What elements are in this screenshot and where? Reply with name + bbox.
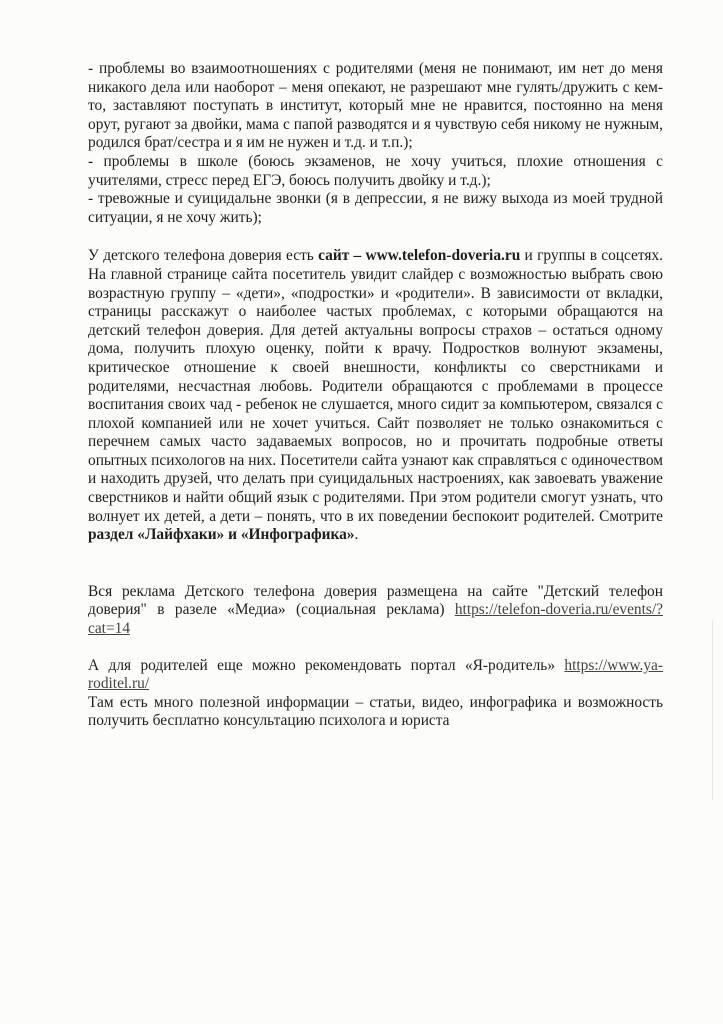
ads-paragraph [88, 583, 663, 639]
site-paragraph-intro: У детского телефона доверия есть [88, 247, 319, 265]
ads-paragraph-text: Вся реклама Детского телефона доверия размещена на сайте "Детский телефон доверия" в разеле «Медиа» (социальная реклама) [88, 582, 663, 619]
list-item-suicidal-calls: - тревожные и суицидальне звонки (я в депрессии, я не вижу выхода из моей трудной ситуации, я не хочу жить); [88, 190, 663, 226]
paragraph-gap [88, 545, 663, 583]
sections-bold: раздел «Лайфхаки» и «Инфографика» [88, 526, 355, 544]
paragraph-gap [88, 227, 663, 247]
document-body [88, 60, 663, 731]
scan-edge-mark [712, 620, 713, 800]
list-item-school: - проблемы в школе (боюсь экзаменов, не хочу учиться, плохие отношения с учителями, стресс перед ЕГЭ, боюсь получить двойку и т.д.); [88, 152, 663, 189]
paragraph-gap [88, 639, 663, 657]
parents-paragraph-text: А для родителей еще можно рекомендовать портал «Я-родитель» [88, 656, 565, 674]
parents-portal-link[interactable]: https://www.ya-roditel.ru/ [88, 656, 663, 693]
list-item-parents: - проблемы во взаимоотношениях с родителями (меня не понимают, им нет до меня никакого дела или наоборот – меня опекают, не разрешают мне гулять/дружить с кем-то, заставляют поступать в институт, который мне не нравится, постоянно на меня орут, ругают за двойки, мама с папой разводятся и я чувствую себя никому не нужным, родился брат/сестра и я им не нужен и т.д. и т.п.); [88, 60, 663, 152]
site-paragraph-end: . [354, 526, 359, 544]
info-paragraph: Там есть много полезной информации – статьи, видео, инфографика и возможность получить бесплатно консультацию психолога и юриста [88, 693, 663, 730]
site-paragraph-body: и группы в соцсетях. На главной странице сайта посетитель увидит слайдер с возможностью выбрать свою возрастную группу – «дети», «подростки» и «родители». В зависимости от вкладки, страницы расскажут о наиболее частых проблемах, с которыми обращаются на детский телефон доверия. Для детей актуальны вопросы страхов – остаться одному дома, получить плохую оценку, пойти к врачу. Подростков волнуют экзамены, критическое отношение к своей внешности, конфликты со сверстниками и родителями, несчастная любовь. Родители обращаются с проблемами в процессе воспитания своих чад - ребенок не слушается, много сидит за компьютером, связался с плохой компанией или не хочет учиться. Сайт позволяет не только ознакомиться с перечнем самых часто задаваемых вопросов, но и прочитать подробные ответы опытных психологов на них. Посетители сайта узнают как справляться с одиночеством и находить друзей, что делать при суицидальных настроениях, как завоевать уважение сверстников и найти общий язык с родителями. При этом родители смогут узнать, что волнует их детей, а дети – понять, что в их поведении беспокоит родителей. Смотрите [88, 247, 664, 525]
site-paragraph [88, 247, 663, 545]
site-address-bold: сайт – www.telefon-doveria.ru [318, 247, 521, 265]
ads-link[interactable]: https://telefon-doveria.ru/events/?cat=14 [88, 601, 663, 638]
parents-paragraph [88, 657, 663, 694]
